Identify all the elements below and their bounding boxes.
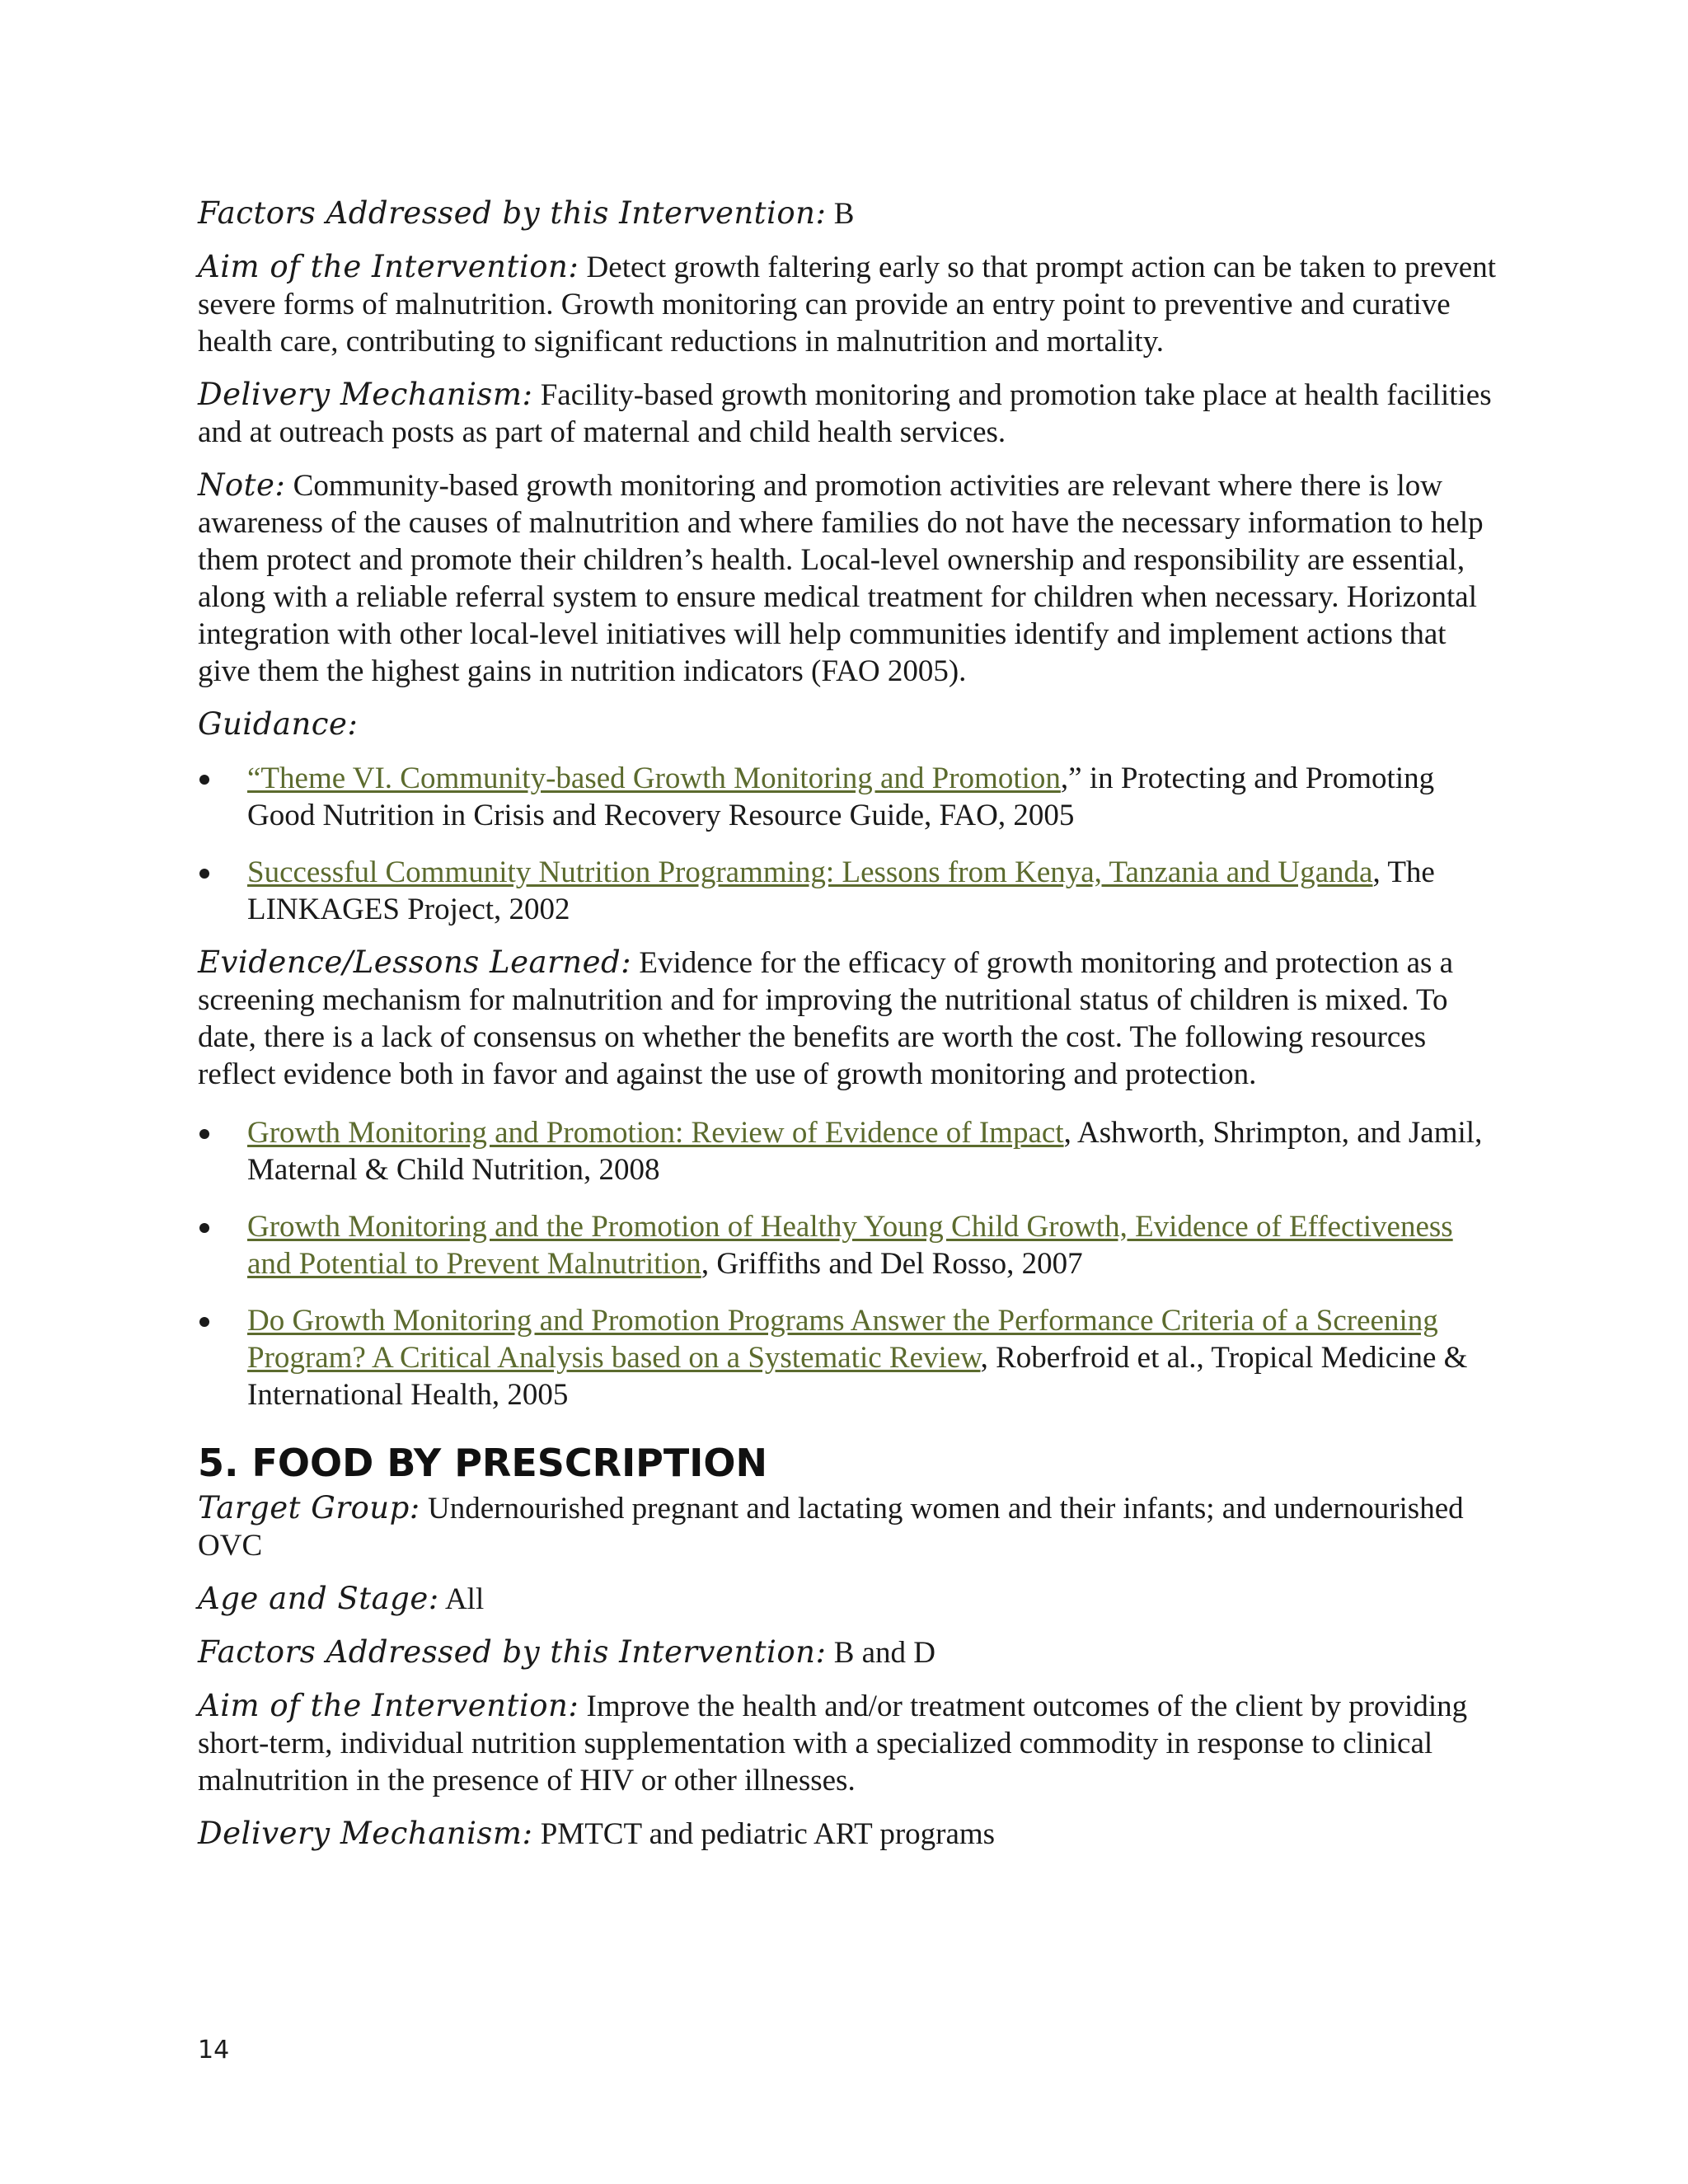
factors-text: B	[826, 197, 855, 231]
evidence-link-3[interactable]: Do Growth Monitoring and Promotion Programs Answer the Performance Criteria of a Screening Program? A Critical Analysis based on a Systematic Review	[247, 1304, 1438, 1375]
factors-label-2: Factors Addressed by this Intervention:	[198, 1634, 827, 1670]
evidence-item-3-text: , Roberfroid et al., Tropical Medicine & International Health, 2005	[247, 1341, 1468, 1412]
list-item	[198, 1302, 1500, 1413]
evidence-item-1-text: , Ashworth, Shrimpton, and Jamil, Maternal & Child Nutrition, 2008	[247, 1116, 1483, 1187]
note-label: Note:	[198, 467, 286, 503]
evidence-link-2[interactable]: Growth Monitoring and the Promotion of Healthy Young Child Growth, Evidence of Effectiveness and Potential to Prevent Malnutrition	[247, 1210, 1453, 1281]
guidance-list	[198, 760, 1500, 928]
evidence-paragraph	[198, 944, 1500, 1093]
guidance-link-2[interactable]: Successful Community Nutrition Programming: Lessons from Kenya, Tanzania and Uganda	[247, 855, 1373, 889]
evidence-item-2-text: , Griffiths and Del Rosso, 2007	[701, 1247, 1083, 1281]
guidance-label: Guidance:	[198, 706, 359, 742]
page-number: 14	[198, 2036, 230, 2064]
aim-paragraph	[198, 248, 1500, 360]
evidence-list	[198, 1114, 1500, 1413]
aim-label: Aim of the Intervention:	[198, 249, 579, 284]
document-page	[198, 194, 1500, 1853]
factors-paragraph	[198, 194, 1500, 232]
aim-paragraph-2	[198, 1687, 1500, 1799]
delivery-paragraph	[198, 376, 1500, 451]
target-label: Target Group:	[198, 1490, 420, 1526]
section-heading: 5. FOOD BY PRESCRIPTION	[198, 1441, 767, 1485]
delivery-text-2: PMTCT and pediatric ART programs	[532, 1817, 996, 1851]
evidence-text: Evidence for the efficacy of growth monitoring and protection as a screening mechanism for malnutrition and for improving the nutritional status of children is mixed. To date, there is a lack of consensus on whether the benefits are worth the cost. The following resources reflect evidence both in favor and against the use of growth monitoring and protection.	[198, 946, 1454, 1091]
age-text: All	[438, 1582, 485, 1616]
guidance-link-1[interactable]: “Theme VI. Community-based Growth Monitoring and Promotion	[247, 762, 1061, 795]
delivery-label-2: Delivery Mechanism:	[198, 1816, 533, 1851]
note-paragraph	[198, 466, 1500, 690]
target-paragraph	[198, 1489, 1500, 1564]
delivery-label: Delivery Mechanism:	[198, 377, 533, 412]
guidance-heading	[198, 705, 1500, 743]
evidence-label: Evidence/Lessons Learned:	[198, 944, 632, 980]
delivery-paragraph-2	[198, 1815, 1500, 1853]
age-label: Age and Stage:	[198, 1581, 439, 1616]
evidence-link-1[interactable]: Growth Monitoring and Promotion: Review of Evidence of Impact	[247, 1116, 1064, 1150]
aim-label-2: Aim of the Intervention:	[198, 1688, 579, 1723]
target-text: Undernourished pregnant and lactating women and their infants; and undernourished OVC	[198, 1492, 1464, 1563]
factors-paragraph-2	[198, 1633, 1500, 1671]
guidance-item-1-text: ,” in Protecting and Promoting Good Nutrition in Crisis and Recovery Resource Guide, FAO, 2005	[247, 762, 1435, 832]
list-item	[198, 760, 1500, 834]
list-item	[198, 1114, 1500, 1188]
aim-text-2: Improve the health and/or treatment outcomes of the client by providing short-term, individual nutrition supplementation with a specialized commodity in response to clinical malnutrition in the presence of HIV or other illnesses.	[198, 1690, 1468, 1797]
note-text: Community-based growth monitoring and promotion activities are relevant where there is low awareness of the causes of malnutrition and where families do not have the necessary information to help them protect and promote their children’s health. Local-level ownership and responsibility are essential, along with a reliable referral system to ensure medical treatment for children when necessary. Horizontal integration with other local-level initiatives will help communities identify and implement actions that give them the highest gains in nutrition indicators (FAO 2005).	[198, 469, 1484, 688]
list-item	[198, 1208, 1500, 1282]
aim-text: Detect growth faltering early so that prompt action can be taken to prevent severe forms of malnutrition. Growth monitoring can provide an entry point to preventive and curative health care, contributing to significant reductions in malnutrition and mortality.	[198, 251, 1496, 359]
factors-label: Factors Addressed by this Intervention:	[198, 195, 827, 231]
delivery-text: Facility-based growth monitoring and promotion take place at health facilities and at outreach posts as part of maternal and child health services.	[198, 378, 1492, 449]
guidance-item-2-text: , The LINKAGES Project, 2002	[247, 855, 1435, 926]
list-item	[198, 854, 1500, 928]
age-paragraph	[198, 1580, 1500, 1618]
factors-text-2: B and D	[826, 1636, 936, 1670]
